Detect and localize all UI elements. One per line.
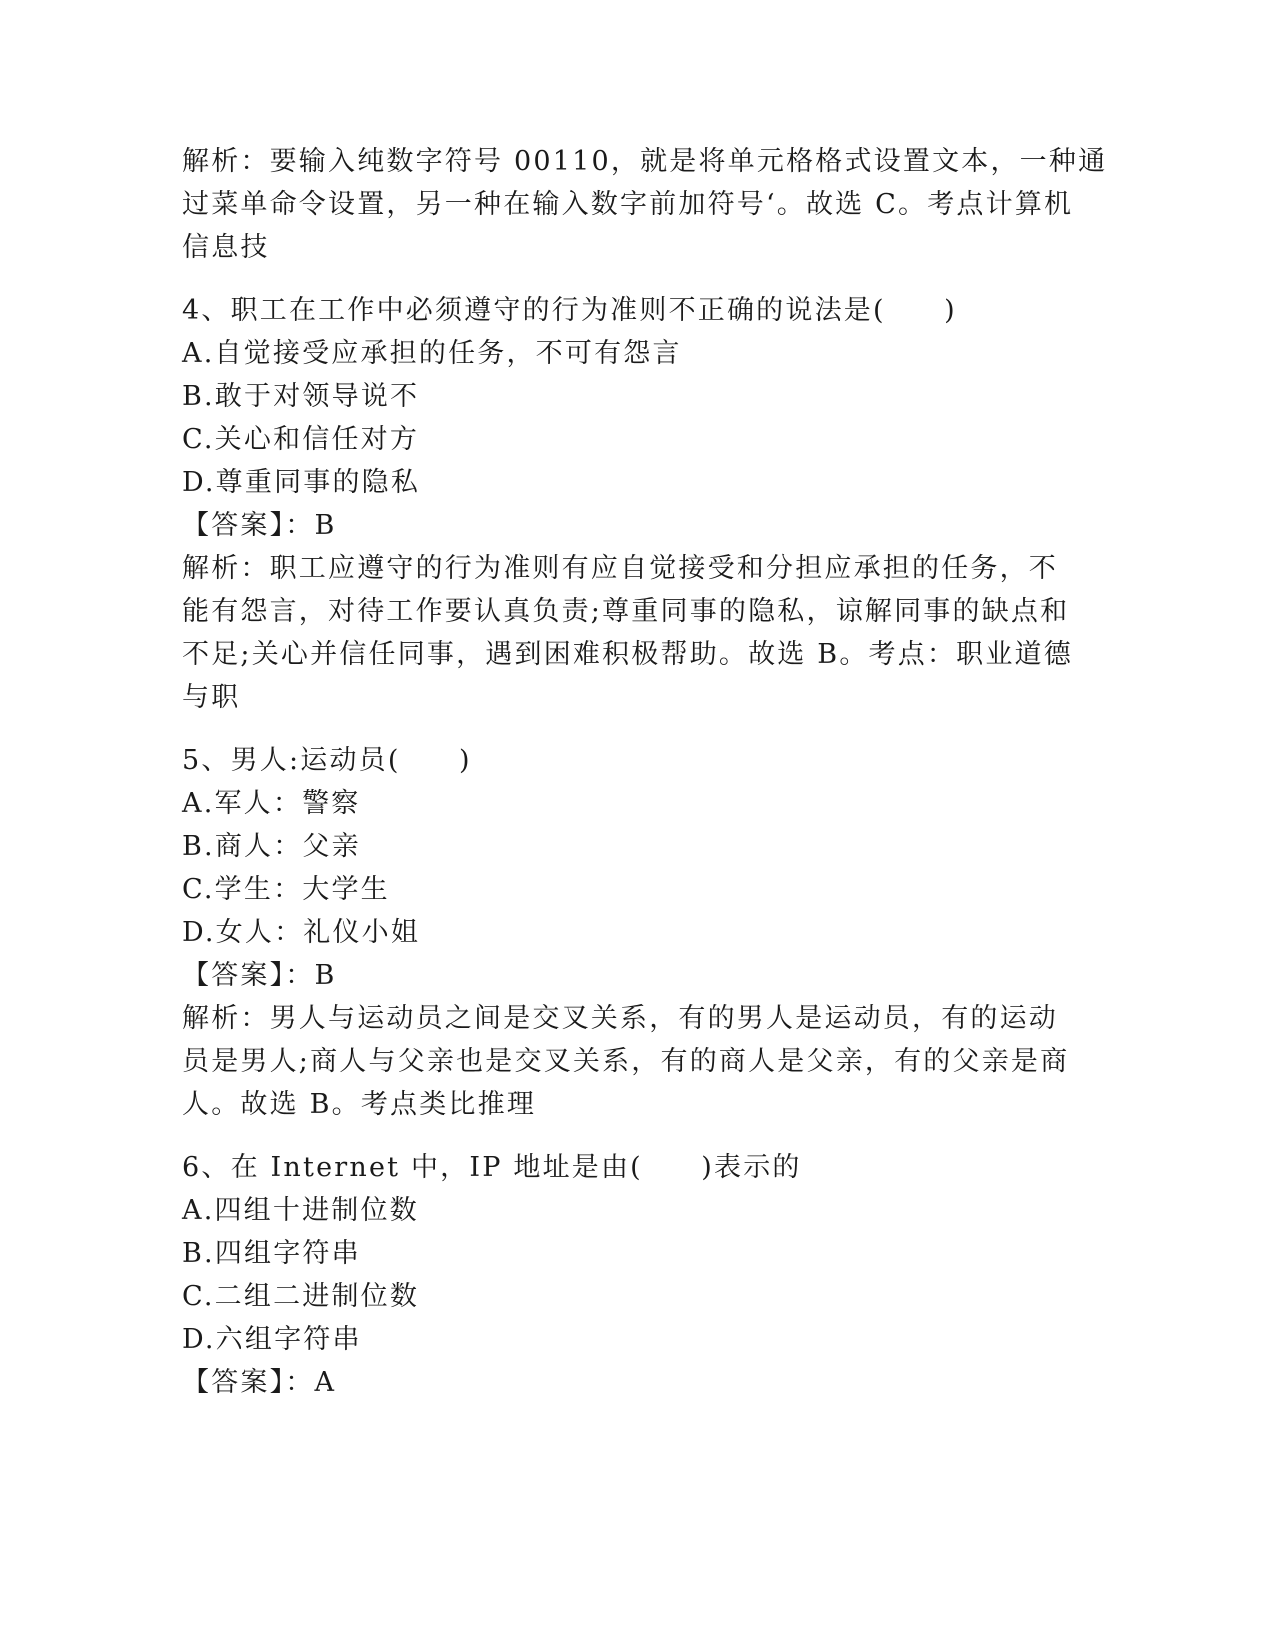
option-c: C.二组二进制位数 [182, 1281, 420, 1312]
option-b: B.四组字符串 [182, 1238, 361, 1269]
explanation-line: 解析：男人与运动员之间是交叉关系，有的男人是运动员，有的运动 [182, 1003, 1058, 1034]
question-text: 4、职工在工作中必须遵守的行为准则不正确的说法是( ) [182, 295, 957, 326]
option-a: A.四组十进制位数 [182, 1195, 419, 1226]
answer: 【答案】：B [182, 960, 337, 991]
explanation-line: 不足;关心并信任同事，遇到困难积极帮助。故选 B。考点：职业道德 [182, 639, 1073, 670]
answer: 【答案】：B [182, 510, 337, 541]
question-text: 5、男人:运动员( ) [182, 745, 472, 776]
option-b: B.商人：父亲 [182, 831, 361, 862]
explanation-line: 信息技 [182, 232, 270, 263]
explanation-line: 员是男人;商人与父亲也是交叉关系，有的商人是父亲，有的父亲是商 [182, 1046, 1070, 1077]
option-d: D.尊重同事的隐私 [182, 467, 421, 498]
q3-explanation [182, 140, 1108, 269]
explanation-line: 能有怨言，对待工作要认真负责;尊重同事的隐私，谅解同事的缺点和 [182, 596, 1070, 627]
explanation-line: 解析：职工应遵守的行为准则有应自觉接受和分担应承担的任务，不 [182, 553, 1058, 584]
option-d: D.女人：礼仪小姐 [182, 917, 421, 948]
option-d: D.六组字符串 [182, 1324, 362, 1355]
explanation-line: 人。故选 B。考点类比推理 [182, 1089, 537, 1120]
option-a: A.自觉接受应承担的任务，不可有怨言 [182, 338, 682, 369]
explanation-line: 过菜单命令设置，另一种在输入数字前加符号‘。故选 C。考点计算机 [182, 189, 1074, 220]
document-page [182, 140, 1108, 1404]
explanation-line: 与职 [182, 682, 241, 713]
question-text: 6、在 Internet 中，IP 地址是由( )表示的 [182, 1152, 802, 1183]
question-6 [182, 1146, 1082, 1404]
option-a: A.军人：警察 [182, 788, 361, 819]
question-5 [182, 739, 1082, 1126]
option-c: C.学生：大学生 [182, 874, 390, 905]
answer: 【答案】：A [182, 1367, 337, 1398]
option-c: C.关心和信任对方 [182, 424, 420, 455]
explanation-line: 解析：要输入纯数字符号 00110，就是将单元格格式设置文本，一种通 [182, 146, 1108, 177]
option-b: B.敢于对领导说不 [182, 381, 420, 412]
question-4 [182, 289, 1082, 719]
